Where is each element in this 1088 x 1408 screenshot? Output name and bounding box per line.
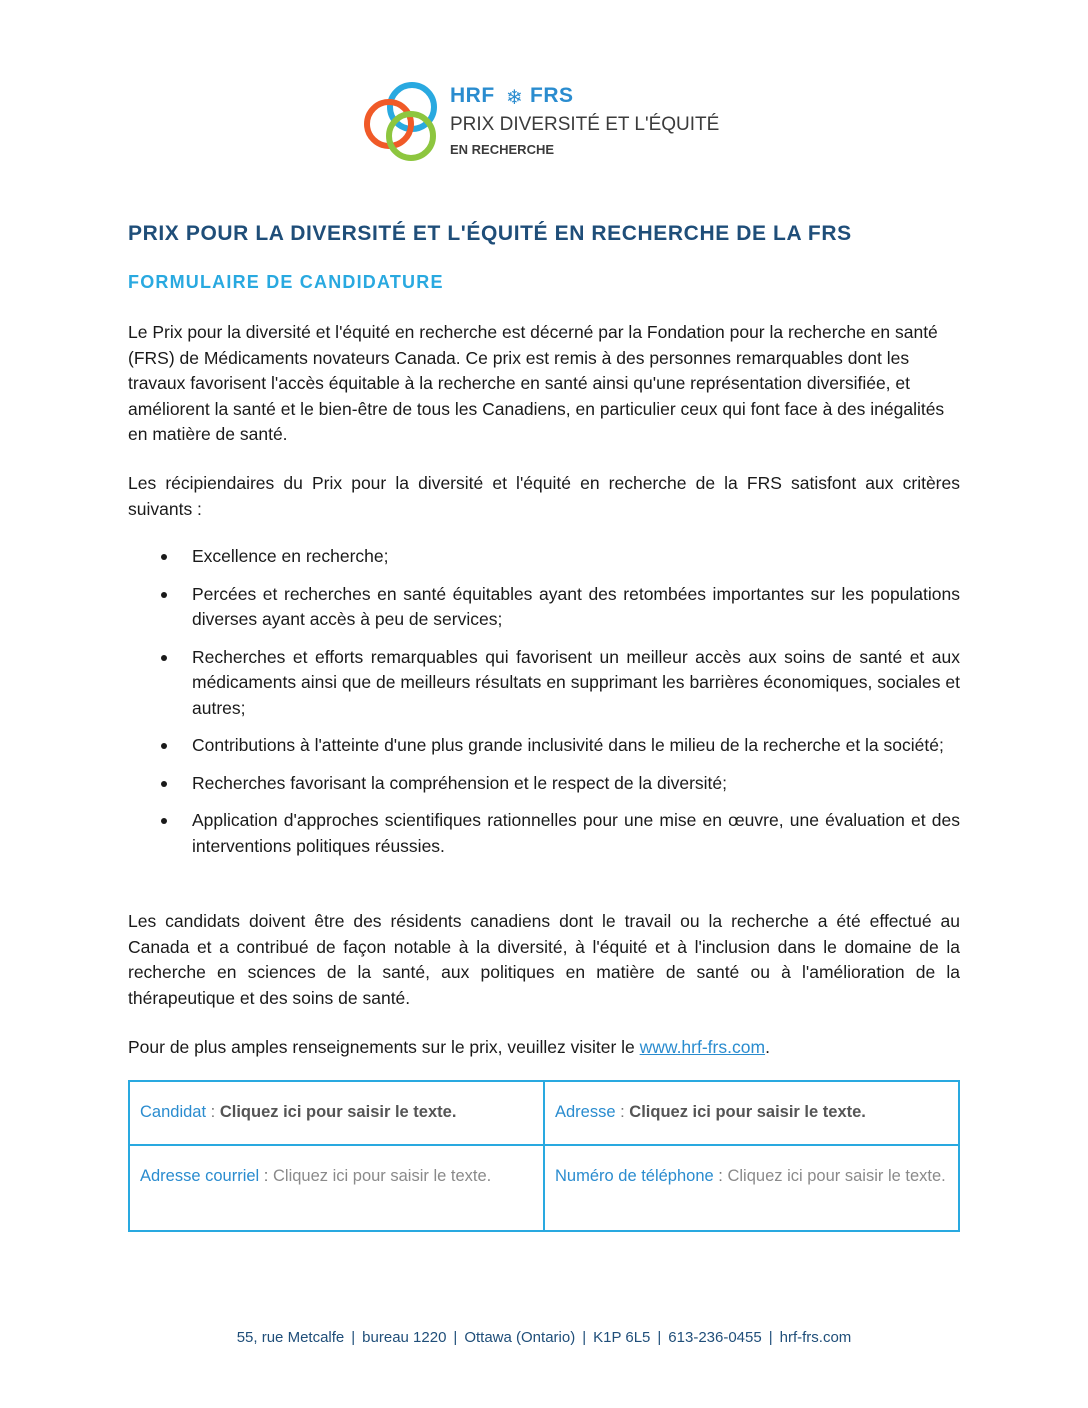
adresse-field[interactable]: Adresse : Cliquez ici pour saisir le texte.	[544, 1081, 959, 1145]
more-info-paragraph: Pour de plus amples renseignements sur le prix, veuillez visiter le www.hrf-frs.com.	[128, 1037, 770, 1057]
candidat-field[interactable]: Candidat : Cliquez ici pour saisir le texte.	[129, 1081, 544, 1145]
list-item: Application d'approches scientifiques rationnelles pour une mise en œuvre, une évaluation et des interventions politiques réussies.	[128, 808, 960, 859]
bullet-icon	[161, 781, 167, 787]
list-item: Excellence en recherche;	[128, 544, 960, 570]
application-form	[128, 1080, 960, 1232]
eligibility-paragraph: Les candidats doivent être des résidents canadiens dont le travail ou la recherche a été effectué au Canada et a contribué de façon notable à la diversité, à l'équité et à l'inclusion dans le domaine de la recherche en sciences de la santé, aux politiques en matière de santé ou à l'amélioration de la thérapeutique et des soins de santé.	[128, 911, 960, 1008]
footer-website: hrf-frs.com	[779, 1329, 852, 1346]
candidat-input[interactable]: Cliquez ici pour saisir le texte.	[219, 1103, 457, 1121]
footer: 55, rue Metcalfe | bureau 1220 | Ottawa (Ontario) | K1P 6L5 | 613-236-0455 | hrf-frs.com	[236, 1329, 852, 1346]
bullet-icon	[161, 592, 167, 598]
telephone-input[interactable]: Cliquez ici pour saisir le texte.	[727, 1167, 946, 1185]
bullet-icon	[161, 818, 167, 824]
logo-subtagline: EN RECHERCHE	[450, 142, 555, 157]
list-item: Percées et recherches en santé équitables ayant des retombées importantes sur les populations diverses ayant accès à peu de services;	[128, 582, 960, 633]
courriel-input[interactable]: Cliquez ici pour saisir le texte.	[272, 1167, 492, 1185]
bullet-icon	[161, 554, 167, 560]
criteria-intro: Les récipiendaires du Prix pour la diversité et l'équité en recherche de la FRS satisfont aux critères suivants :	[128, 473, 960, 519]
website-link[interactable]: www.hrf-frs.com	[639, 1037, 766, 1057]
page-subtitle: FORMULAIRE DE CANDIDATURE	[128, 272, 444, 292]
telephone-field[interactable]: Numéro de téléphone : Cliquez ici pour saisir le texte.	[544, 1145, 959, 1231]
list-item: Recherches et efforts remarquables qui favorisent un meilleur accès aux soins de santé et aux médicaments ainsi que de meilleurs résultats en supprimant les barrières économiques, sociales et autres;	[128, 645, 960, 722]
list-item: Contributions à l'atteinte d'une plus grande inclusivité dans le milieu de la recherche et la société;	[128, 733, 960, 759]
logo-frs: FRS	[530, 84, 574, 107]
courriel-field[interactable]: Adresse courriel : Cliquez ici pour saisir le texte.	[129, 1145, 544, 1231]
logo-tagline: PRIX DIVERSITÉ ET L'ÉQUITÉ	[450, 114, 720, 135]
adresse-input[interactable]: Cliquez ici pour saisir le texte.	[629, 1103, 866, 1121]
logo-rings-icon	[362, 80, 448, 166]
criteria-list	[128, 544, 960, 859]
logo	[362, 80, 742, 166]
list-item: Recherches favorisant la compréhension et le respect de la diversité;	[128, 771, 960, 797]
intro-paragraph: Le Prix pour la diversité et l'équité en recherche est décerné par la Fondation pour la recherche en santé (FRS) de Médicaments novateurs Canada. Ce prix est remis à des personnes remarquables dont les travaux favorisent l'accès équitable à la recherche en santé ainsi qu'une représentation diversifiée, et améliorent la santé et le bien-être de tous les Canadiens, en particulier ceux qui font face à des inégalités en matière de santé.	[128, 322, 945, 444]
logo-hrf: HRF	[450, 84, 495, 107]
bullet-icon	[161, 743, 167, 749]
page-title: PRIX POUR LA DIVERSITÉ ET L'ÉQUITÉ EN RECHERCHE DE LA FRS	[128, 222, 852, 245]
snowflake-icon: ❄	[506, 87, 523, 109]
bullet-icon	[161, 655, 167, 661]
